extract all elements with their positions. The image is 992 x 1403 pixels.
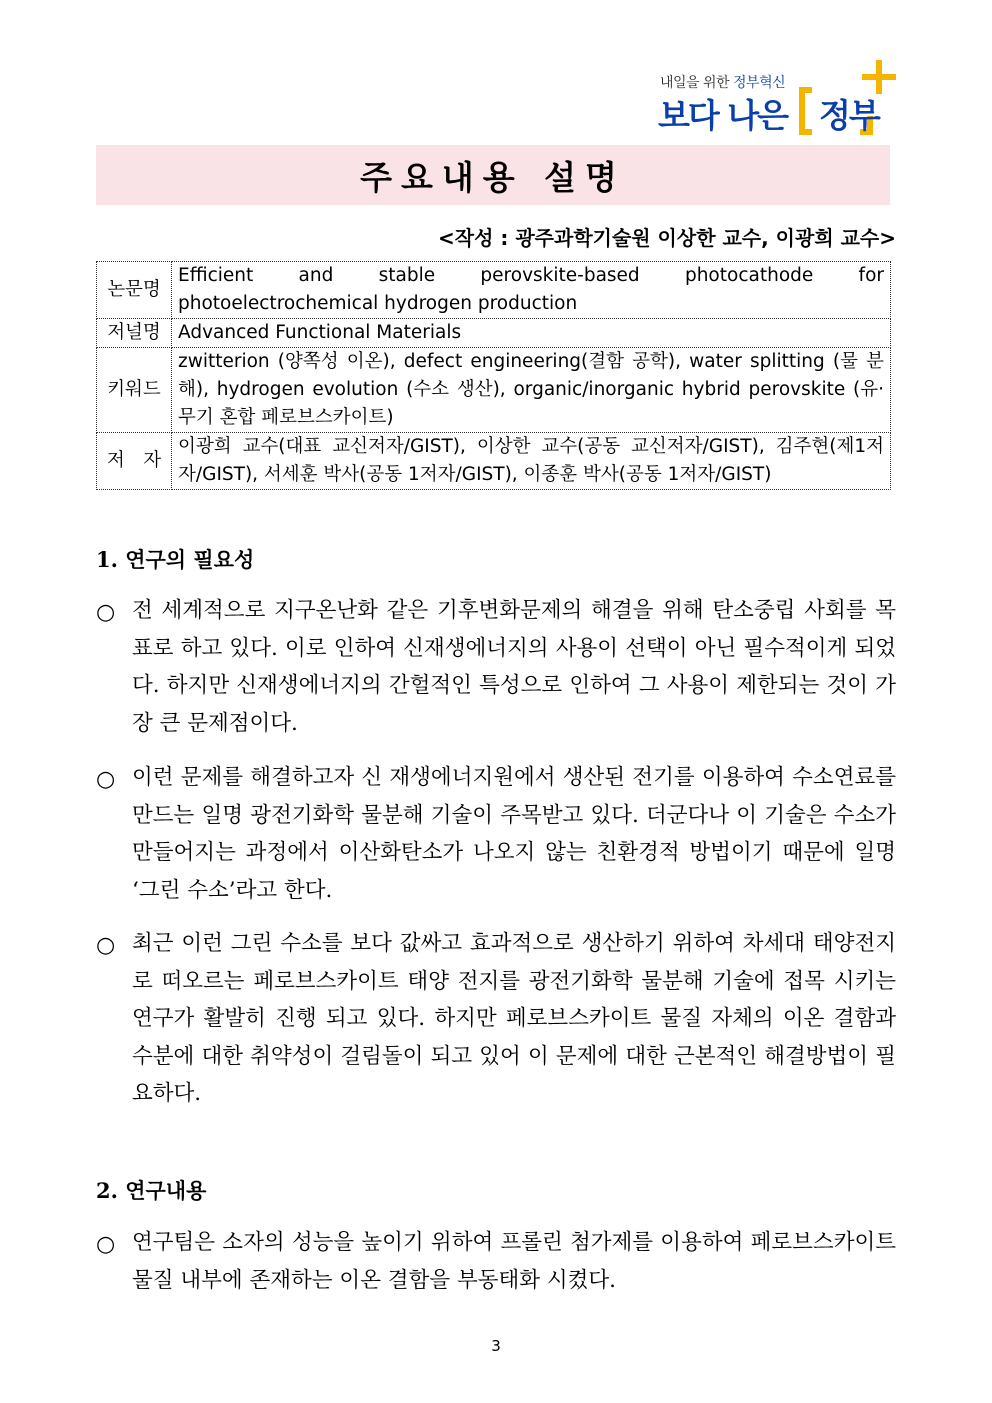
row-value: 이광희 교수(대표 교신저자/GIST), 이상한 교수(공동 교신저자/GIST), 김주현(제1저자/GIST), 서세훈 박사(공동 1저자/GIST), 이종훈 박사(공동 1저자/GIST) <box>172 433 891 490</box>
paragraph <box>96 1224 896 1299</box>
row-label: 저 자 <box>97 433 172 490</box>
logo-plus-icon <box>862 60 896 94</box>
table-row <box>97 262 891 319</box>
row-label: 키워드 <box>97 348 172 433</box>
bullet-circle-icon: ○ <box>96 1232 116 1257</box>
logo-tagline: 내일을 위한 정부혁신 <box>660 75 786 91</box>
paper-info-table <box>96 261 891 490</box>
logo-wordmark: 보다 나은 정부 <box>658 96 879 135</box>
paragraph-text: 연구팀은 소자의 성능을 높이기 위하여 프롤린 첨가제를 이용하여 페로브스카이트 물질 내부에 존재하는 이온 결함을 부동태화 시켰다. <box>132 1230 896 1293</box>
section-heading: 2. 연구내용 <box>96 1178 207 1203</box>
paragraph-text: 최근 이런 그린 수소를 보다 값싸고 효과적으로 생산하기 위하여 차세대 태양전지로 떠오르는 페로브스카이트 태양 전지를 광전기화학 물분해 기술에 접목 시키는 연구가 활발히 진행 되고 있다. 하지만 페로브스카이트 물질 자체의 이온 결함과 수분에 대한 취약성이 걸림돌이 되고 있어 이 문제에 대한 근본적인 해결방법이 필요하다. <box>132 931 896 1106</box>
row-value: Efficient and stable perovskite-based photocathode for photoelectrochemical hydrogen production <box>172 262 891 319</box>
title-banner <box>96 145 890 205</box>
page-title: 주요내용 설명 <box>360 157 626 197</box>
paragraph-text: 이런 문제를 해결하고자 신 재생에너지원에서 생산된 전기를 이용하여 수소연료를 만드는 일명 광전기화학 물분해 기술이 주목받고 있다. 더군다나 이 기술은 수소가 만들어지는 과정에서 이산화탄소가 나오지 않는 친환경적 방법이기 때문에 일명 ‘그린 수소’라고 한다. <box>132 765 896 903</box>
government-innovation-logo <box>652 58 902 146</box>
table-row <box>97 433 891 490</box>
row-value: Advanced Functional Materials <box>172 319 891 348</box>
paragraph <box>96 759 896 909</box>
row-label: 논문명 <box>97 262 172 319</box>
paragraph <box>96 925 896 1113</box>
row-label: 저널명 <box>97 319 172 348</box>
table-row <box>97 348 891 433</box>
author-byline: <작성 : 광주과학기술원 이상한 교수, 이광희 교수> <box>438 226 896 250</box>
paragraph <box>96 592 896 742</box>
paragraph-text: 전 세계적으로 지구온난화 같은 기후변화문제의 해결을 위해 탄소중립 사회를 목표로 하고 있다. 이로 인하여 신재생에너지의 사용이 선택이 아닌 필수적이게 되었다. 하지만 신재생에너지의 간헐적인 특성으로 인하여 그 사용이 제한되는 것이 가장 큰 문제점이다. <box>132 598 896 736</box>
section-heading: 1. 연구의 필요성 <box>96 547 255 572</box>
page-number: 3 <box>491 1337 501 1355</box>
bullet-circle-icon: ○ <box>96 600 116 625</box>
row-value: zwitterion (양쪽성 이온), defect engineering(결함 공학), water splitting (물 분해), hydrogen evolution (수소 생산), organic/inorganic hybrid perovskite (유·무기 혼합 페로브스카이트) <box>172 348 891 433</box>
table-row <box>97 319 891 348</box>
bullet-circle-icon: ○ <box>96 767 116 792</box>
bullet-circle-icon: ○ <box>96 933 116 958</box>
